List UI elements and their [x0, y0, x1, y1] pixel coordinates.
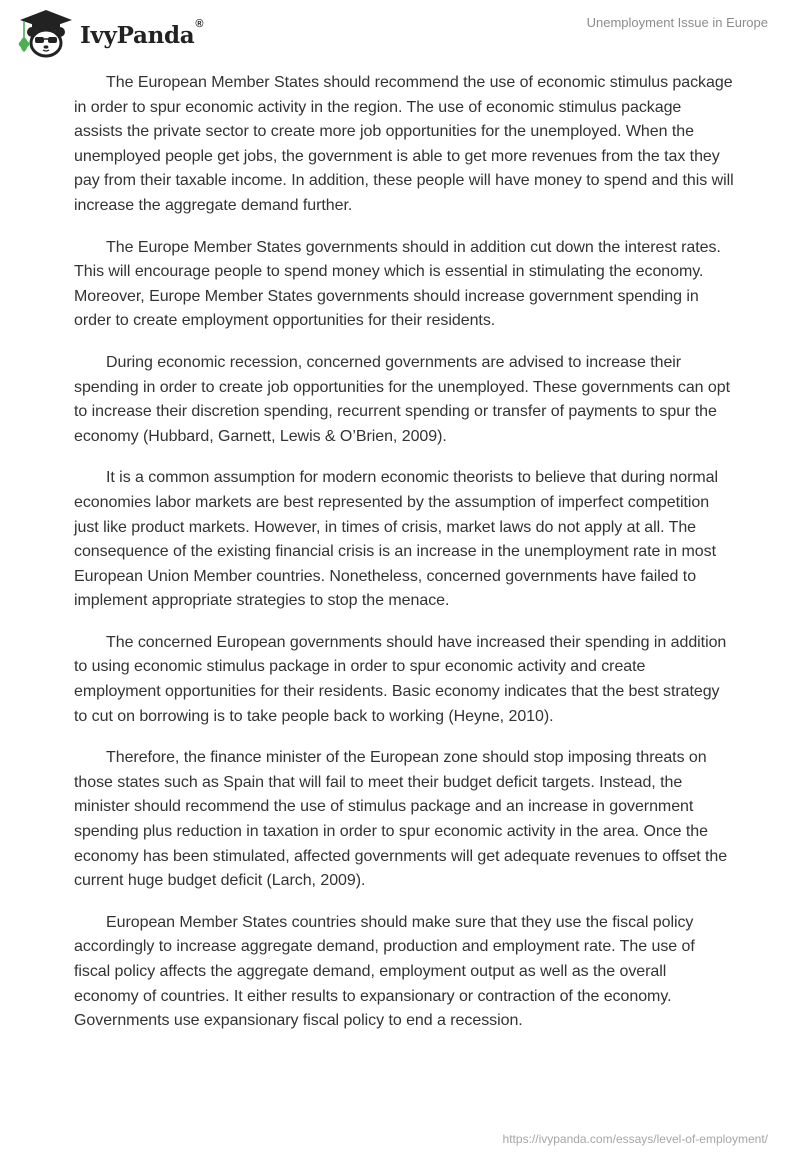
ivypanda-logo-link[interactable] [16, 8, 203, 58]
paragraph: The Europe Member States governments should in addition cut down the interest rates. This will encourage people to spend money which is essential in stimulating the economy. Moreover, Europe Member States governments should increase government spending in order to create employment opportunities for their residents. [74, 238, 721, 330]
paragraph: During economic recession, concerned governments are advised to increase their spending in order to create job opportunities for the unemployed. These governments can opt to increase their discretion spending, recurrent spending or transfer of payments to spur the economy (Hubbard, Garnett, Lewis & O’Brien, 2009). [74, 353, 731, 445]
paragraph: The concerned European governments should have increased their spending in addition to using economic stimulus package in order to spur economic activity and create employment opportunities for their residents. Basic economy indicates that the best strategy to cut on borrowing is to take people back to working (Heyne, 2010). [74, 633, 727, 725]
document-title: Unemployment Issue in Europe [586, 15, 768, 30]
paragraph: European Member States countries should make sure that they use the fiscal policy accordingly to increase aggregate demand, production and employment rate. The use of fiscal policy affects the aggregate demand, employment output as well as the overall economy of countries. It either results to expansionary or contraction of the economy. Governments use expansionary fiscal policy to end a recession. [74, 913, 695, 1030]
page-header [0, 0, 800, 62]
registered-mark: ® [195, 18, 204, 30]
source-url-link[interactable]: https://ivypanda.com/essays/level-of-employment/ [502, 1132, 768, 1146]
panda-graduation-cap-icon [16, 8, 76, 58]
paragraph: The European Member States should recommend the use of economic stimulus package in order to spur economic activity in the region. The use of economic stimulus package assists the private sector to create more job opportunities for the unemployed. When the unemployed people get jobs, the government is able to get more revenues from the tax they pay from their taxable income. In addition, these people will have money to spend and this will increase the aggregate demand further. [74, 74, 734, 214]
brand-name: IvyPanda [80, 21, 195, 49]
paragraph: It is a common assumption for modern economic theorists to believe that during normal economies labor markets are best represented by the assumption of imperfect competition just like product markets. However, in times of crisis, market laws do not apply at all. The consequence of the existing financial crisis is an increase in the unemployment rate in most European Union Member countries. Nonetheless, concerned governments have failed to implement appropriate strategies to stop the menace. [74, 469, 719, 610]
essay-body [74, 71, 734, 1051]
paragraph: Therefore, the finance minister of the European zone should stop imposing threats on those states such as Spain that will fail to meet their budget deficit targets. Instead, the minister should recommend the use of stimulus package and an increase in government spending plus reduction in taxation in order to spur economic activity in the area. Once the economy has been stimulated, affected governments will get adequate revenues to offset the current huge budget deficit (Larch, 2009). [74, 749, 728, 890]
